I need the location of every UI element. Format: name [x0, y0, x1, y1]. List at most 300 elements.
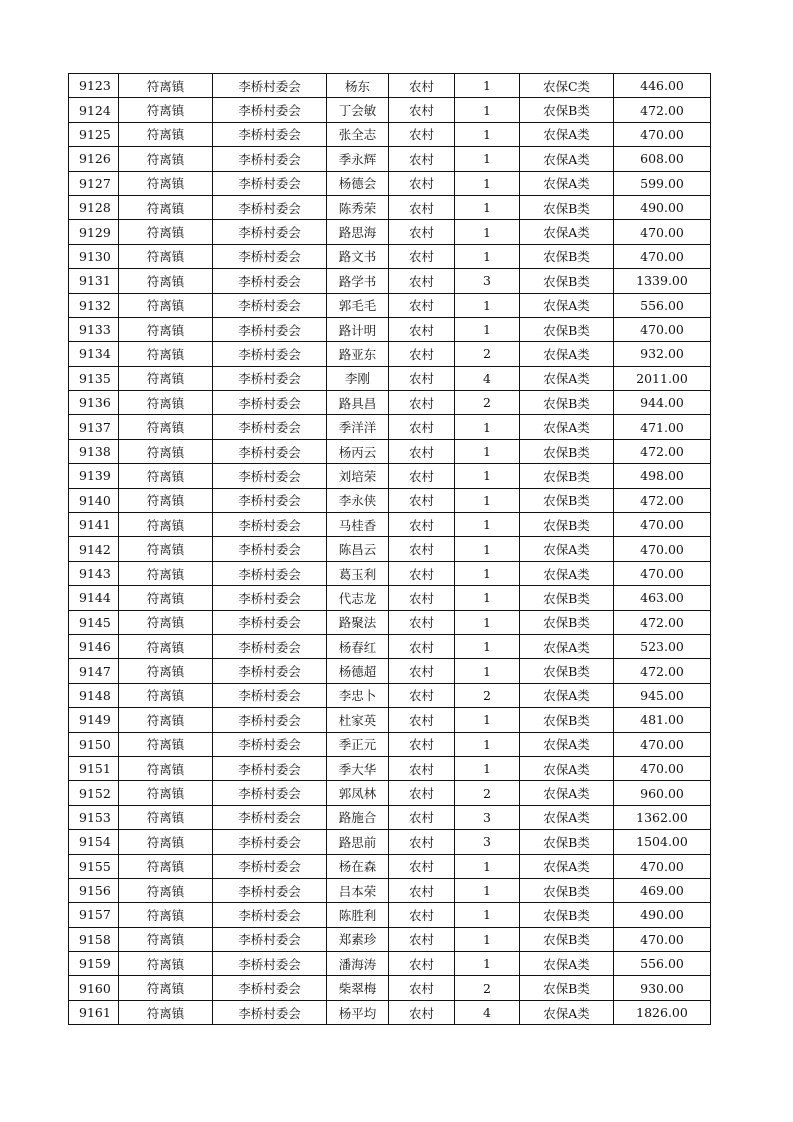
- amount-cell: 470.00: [614, 732, 711, 756]
- insurance-category-cell: 农保B类: [520, 98, 614, 122]
- town-cell: 符离镇: [119, 1000, 213, 1024]
- village-committee-cell: 李桥村委会: [213, 732, 327, 756]
- village-committee-cell: 李桥村委会: [213, 659, 327, 683]
- village-committee-cell: 李桥村委会: [213, 537, 327, 561]
- household-count-cell: 3: [455, 269, 520, 293]
- record-id-cell: 9153: [69, 805, 119, 829]
- record-id-cell: 9148: [69, 683, 119, 707]
- town-cell: 符离镇: [119, 195, 213, 219]
- amount-cell: 472.00: [614, 610, 711, 634]
- village-committee-cell: 李桥村委会: [213, 488, 327, 512]
- household-count-cell: 1: [455, 610, 520, 634]
- table-row: [69, 878, 711, 902]
- area-type-cell: 农村: [389, 74, 455, 98]
- village-committee-cell: 李桥村委会: [213, 513, 327, 537]
- person-name-cell: 杜家英: [327, 708, 389, 732]
- record-id-cell: 9131: [69, 269, 119, 293]
- insurance-category-cell: 农保B类: [520, 586, 614, 610]
- amount-cell: 470.00: [614, 927, 711, 951]
- household-count-cell: 1: [455, 195, 520, 219]
- insurance-category-cell: 农保A类: [520, 952, 614, 976]
- insurance-category-cell: 农保A类: [520, 171, 614, 195]
- insurance-category-cell: 农保A类: [520, 220, 614, 244]
- person-name-cell: 吕本荣: [327, 878, 389, 902]
- area-type-cell: 农村: [389, 317, 455, 341]
- insurance-category-cell: 农保A类: [520, 147, 614, 171]
- area-type-cell: 农村: [389, 952, 455, 976]
- insurance-category-cell: 农保A类: [520, 537, 614, 561]
- household-count-cell: 2: [455, 781, 520, 805]
- village-committee-cell: 李桥村委会: [213, 171, 327, 195]
- table-row: [69, 122, 711, 146]
- table-row: [69, 659, 711, 683]
- amount-cell: 490.00: [614, 903, 711, 927]
- table-row: [69, 439, 711, 463]
- table-row: [69, 513, 711, 537]
- person-name-cell: 季大华: [327, 756, 389, 780]
- village-committee-cell: 李桥村委会: [213, 439, 327, 463]
- person-name-cell: 路学书: [327, 269, 389, 293]
- town-cell: 符离镇: [119, 74, 213, 98]
- insurance-category-cell: 农保B类: [520, 317, 614, 341]
- amount-cell: 470.00: [614, 854, 711, 878]
- household-count-cell: 1: [455, 220, 520, 244]
- town-cell: 符离镇: [119, 634, 213, 658]
- town-cell: 符离镇: [119, 342, 213, 366]
- record-id-cell: 9145: [69, 610, 119, 634]
- town-cell: 符离镇: [119, 756, 213, 780]
- amount-cell: 523.00: [614, 634, 711, 658]
- amount-cell: 472.00: [614, 98, 711, 122]
- person-name-cell: 路计明: [327, 317, 389, 341]
- insurance-category-cell: 农保B类: [520, 830, 614, 854]
- area-type-cell: 农村: [389, 122, 455, 146]
- town-cell: 符离镇: [119, 927, 213, 951]
- record-id-cell: 9150: [69, 732, 119, 756]
- amount-cell: 556.00: [614, 952, 711, 976]
- record-id-cell: 9133: [69, 317, 119, 341]
- person-name-cell: 陈秀荣: [327, 195, 389, 219]
- amount-cell: 470.00: [614, 537, 711, 561]
- table-row: [69, 171, 711, 195]
- town-cell: 符离镇: [119, 830, 213, 854]
- insurance-category-cell: 农保B类: [520, 659, 614, 683]
- table-row: [69, 732, 711, 756]
- household-count-cell: 1: [455, 171, 520, 195]
- area-type-cell: 农村: [389, 976, 455, 1000]
- record-id-cell: 9143: [69, 561, 119, 585]
- village-committee-cell: 李桥村委会: [213, 220, 327, 244]
- record-id-cell: 9141: [69, 513, 119, 537]
- record-id-cell: 9155: [69, 854, 119, 878]
- area-type-cell: 农村: [389, 171, 455, 195]
- insurance-category-cell: 农保B类: [520, 976, 614, 1000]
- village-committee-cell: 李桥村委会: [213, 74, 327, 98]
- insurance-category-cell: 农保A类: [520, 122, 614, 146]
- household-count-cell: 1: [455, 854, 520, 878]
- household-count-cell: 1: [455, 927, 520, 951]
- household-count-cell: 1: [455, 708, 520, 732]
- amount-cell: 1362.00: [614, 805, 711, 829]
- insurance-category-cell: 农保B类: [520, 513, 614, 537]
- village-committee-cell: 李桥村委会: [213, 366, 327, 390]
- table-row: [69, 708, 711, 732]
- amount-cell: 932.00: [614, 342, 711, 366]
- record-id-cell: 9149: [69, 708, 119, 732]
- village-committee-cell: 李桥村委会: [213, 317, 327, 341]
- village-committee-cell: 李桥村委会: [213, 342, 327, 366]
- household-count-cell: 1: [455, 439, 520, 463]
- table-row: [69, 464, 711, 488]
- amount-cell: 1826.00: [614, 1000, 711, 1024]
- person-name-cell: 路思前: [327, 830, 389, 854]
- table-row: [69, 366, 711, 390]
- person-name-cell: 杨春红: [327, 634, 389, 658]
- household-count-cell: 4: [455, 1000, 520, 1024]
- person-name-cell: 杨德会: [327, 171, 389, 195]
- record-id-cell: 9124: [69, 98, 119, 122]
- person-name-cell: 郭毛毛: [327, 293, 389, 317]
- household-count-cell: 1: [455, 659, 520, 683]
- records-table: [68, 73, 711, 1025]
- amount-cell: 469.00: [614, 878, 711, 902]
- town-cell: 符离镇: [119, 147, 213, 171]
- household-count-cell: 2: [455, 391, 520, 415]
- amount-cell: 481.00: [614, 708, 711, 732]
- record-id-cell: 9139: [69, 464, 119, 488]
- person-name-cell: 陈胜利: [327, 903, 389, 927]
- village-committee-cell: 李桥村委会: [213, 244, 327, 268]
- village-committee-cell: 李桥村委会: [213, 756, 327, 780]
- insurance-category-cell: 农保A类: [520, 854, 614, 878]
- record-id-cell: 9123: [69, 74, 119, 98]
- village-committee-cell: 李桥村委会: [213, 976, 327, 1000]
- town-cell: 符离镇: [119, 805, 213, 829]
- household-count-cell: 3: [455, 805, 520, 829]
- town-cell: 符离镇: [119, 683, 213, 707]
- table-row: [69, 415, 711, 439]
- table-row: [69, 976, 711, 1000]
- insurance-category-cell: 农保A类: [520, 366, 614, 390]
- insurance-category-cell: 农保B类: [520, 195, 614, 219]
- table-row: [69, 561, 711, 585]
- insurance-category-cell: 农保A类: [520, 683, 614, 707]
- table-row: [69, 147, 711, 171]
- record-id-cell: 9160: [69, 976, 119, 1000]
- insurance-category-cell: 农保B类: [520, 488, 614, 512]
- record-id-cell: 9147: [69, 659, 119, 683]
- area-type-cell: 农村: [389, 586, 455, 610]
- record-id-cell: 9140: [69, 488, 119, 512]
- area-type-cell: 农村: [389, 293, 455, 317]
- area-type-cell: 农村: [389, 561, 455, 585]
- town-cell: 符离镇: [119, 513, 213, 537]
- area-type-cell: 农村: [389, 513, 455, 537]
- amount-cell: 490.00: [614, 195, 711, 219]
- household-count-cell: 1: [455, 122, 520, 146]
- village-committee-cell: 李桥村委会: [213, 464, 327, 488]
- table-row: [69, 1000, 711, 1024]
- table-row: [69, 98, 711, 122]
- insurance-category-cell: 农保A类: [520, 634, 614, 658]
- insurance-category-cell: 农保B类: [520, 269, 614, 293]
- record-id-cell: 9156: [69, 878, 119, 902]
- person-name-cell: 路亚东: [327, 342, 389, 366]
- household-count-cell: 1: [455, 952, 520, 976]
- area-type-cell: 农村: [389, 830, 455, 854]
- table-row: [69, 74, 711, 98]
- table-row: [69, 220, 711, 244]
- insurance-category-cell: 农保A类: [520, 756, 614, 780]
- town-cell: 符离镇: [119, 122, 213, 146]
- village-committee-cell: 李桥村委会: [213, 805, 327, 829]
- area-type-cell: 农村: [389, 244, 455, 268]
- amount-cell: 1339.00: [614, 269, 711, 293]
- insurance-category-cell: 农保A类: [520, 561, 614, 585]
- amount-cell: 470.00: [614, 513, 711, 537]
- person-name-cell: 杨平均: [327, 1000, 389, 1024]
- household-count-cell: 2: [455, 683, 520, 707]
- village-committee-cell: 李桥村委会: [213, 634, 327, 658]
- household-count-cell: 1: [455, 244, 520, 268]
- amount-cell: 608.00: [614, 147, 711, 171]
- person-name-cell: 郭凤林: [327, 781, 389, 805]
- household-count-cell: 1: [455, 903, 520, 927]
- area-type-cell: 农村: [389, 98, 455, 122]
- town-cell: 符离镇: [119, 537, 213, 561]
- area-type-cell: 农村: [389, 1000, 455, 1024]
- town-cell: 符离镇: [119, 171, 213, 195]
- table-row: [69, 317, 711, 341]
- village-committee-cell: 李桥村委会: [213, 683, 327, 707]
- insurance-category-cell: 农保B类: [520, 927, 614, 951]
- record-id-cell: 9152: [69, 781, 119, 805]
- amount-cell: 2011.00: [614, 366, 711, 390]
- table-row: [69, 391, 711, 415]
- record-id-cell: 9142: [69, 537, 119, 561]
- area-type-cell: 农村: [389, 683, 455, 707]
- household-count-cell: 1: [455, 147, 520, 171]
- area-type-cell: 农村: [389, 708, 455, 732]
- village-committee-cell: 李桥村委会: [213, 269, 327, 293]
- record-id-cell: 9151: [69, 756, 119, 780]
- town-cell: 符离镇: [119, 366, 213, 390]
- area-type-cell: 农村: [389, 854, 455, 878]
- record-id-cell: 9138: [69, 439, 119, 463]
- village-committee-cell: 李桥村委会: [213, 195, 327, 219]
- person-name-cell: 路聚法: [327, 610, 389, 634]
- town-cell: 符离镇: [119, 269, 213, 293]
- insurance-category-cell: 农保A类: [520, 415, 614, 439]
- area-type-cell: 农村: [389, 415, 455, 439]
- amount-cell: 470.00: [614, 244, 711, 268]
- area-type-cell: 农村: [389, 805, 455, 829]
- insurance-category-cell: 农保A类: [520, 342, 614, 366]
- area-type-cell: 农村: [389, 366, 455, 390]
- amount-cell: 470.00: [614, 220, 711, 244]
- household-count-cell: 1: [455, 513, 520, 537]
- town-cell: 符离镇: [119, 317, 213, 341]
- amount-cell: 944.00: [614, 391, 711, 415]
- amount-cell: 472.00: [614, 659, 711, 683]
- town-cell: 符离镇: [119, 244, 213, 268]
- town-cell: 符离镇: [119, 878, 213, 902]
- area-type-cell: 农村: [389, 659, 455, 683]
- household-count-cell: 2: [455, 342, 520, 366]
- table-row: [69, 781, 711, 805]
- amount-cell: 463.00: [614, 586, 711, 610]
- table-row: [69, 537, 711, 561]
- insurance-category-cell: 农保B类: [520, 708, 614, 732]
- record-id-cell: 9137: [69, 415, 119, 439]
- town-cell: 符离镇: [119, 659, 213, 683]
- area-type-cell: 农村: [389, 342, 455, 366]
- record-id-cell: 9132: [69, 293, 119, 317]
- amount-cell: 470.00: [614, 122, 711, 146]
- village-committee-cell: 李桥村委会: [213, 708, 327, 732]
- person-name-cell: 季洋洋: [327, 415, 389, 439]
- village-committee-cell: 李桥村委会: [213, 586, 327, 610]
- table-body: [69, 74, 711, 1025]
- insurance-category-cell: 农保B类: [520, 464, 614, 488]
- area-type-cell: 农村: [389, 732, 455, 756]
- area-type-cell: 农村: [389, 781, 455, 805]
- household-count-cell: 1: [455, 756, 520, 780]
- town-cell: 符离镇: [119, 220, 213, 244]
- record-id-cell: 9126: [69, 147, 119, 171]
- insurance-category-cell: 农保A类: [520, 732, 614, 756]
- village-committee-cell: 李桥村委会: [213, 927, 327, 951]
- person-name-cell: 杨东: [327, 74, 389, 98]
- amount-cell: 472.00: [614, 488, 711, 512]
- household-count-cell: 4: [455, 366, 520, 390]
- insurance-category-cell: 农保B类: [520, 391, 614, 415]
- household-count-cell: 1: [455, 74, 520, 98]
- person-name-cell: 路施合: [327, 805, 389, 829]
- household-count-cell: 1: [455, 488, 520, 512]
- record-id-cell: 9135: [69, 366, 119, 390]
- insurance-category-cell: 农保B类: [520, 244, 614, 268]
- record-id-cell: 9159: [69, 952, 119, 976]
- person-name-cell: 路具昌: [327, 391, 389, 415]
- household-count-cell: 2: [455, 976, 520, 1000]
- table-row: [69, 293, 711, 317]
- table-row: [69, 830, 711, 854]
- area-type-cell: 农村: [389, 878, 455, 902]
- household-count-cell: 1: [455, 634, 520, 658]
- village-committee-cell: 李桥村委会: [213, 952, 327, 976]
- area-type-cell: 农村: [389, 439, 455, 463]
- insurance-category-cell: 农保B类: [520, 903, 614, 927]
- table-row: [69, 903, 711, 927]
- table-row: [69, 488, 711, 512]
- person-name-cell: 李忠卜: [327, 683, 389, 707]
- record-id-cell: 9158: [69, 927, 119, 951]
- town-cell: 符离镇: [119, 903, 213, 927]
- household-count-cell: 1: [455, 586, 520, 610]
- village-committee-cell: 李桥村委会: [213, 854, 327, 878]
- record-id-cell: 9127: [69, 171, 119, 195]
- village-committee-cell: 李桥村委会: [213, 878, 327, 902]
- household-count-cell: 1: [455, 415, 520, 439]
- insurance-category-cell: 农保A类: [520, 805, 614, 829]
- insurance-category-cell: 农保B类: [520, 878, 614, 902]
- town-cell: 符离镇: [119, 952, 213, 976]
- town-cell: 符离镇: [119, 586, 213, 610]
- person-name-cell: 季永辉: [327, 147, 389, 171]
- household-count-cell: 1: [455, 732, 520, 756]
- area-type-cell: 农村: [389, 634, 455, 658]
- amount-cell: 930.00: [614, 976, 711, 1000]
- table-row: [69, 683, 711, 707]
- village-committee-cell: 李桥村委会: [213, 415, 327, 439]
- amount-cell: 470.00: [614, 756, 711, 780]
- record-id-cell: 9129: [69, 220, 119, 244]
- insurance-category-cell: 农保A类: [520, 781, 614, 805]
- town-cell: 符离镇: [119, 976, 213, 1000]
- person-name-cell: 路思海: [327, 220, 389, 244]
- person-name-cell: 陈昌云: [327, 537, 389, 561]
- town-cell: 符离镇: [119, 732, 213, 756]
- record-id-cell: 9128: [69, 195, 119, 219]
- town-cell: 符离镇: [119, 488, 213, 512]
- village-committee-cell: 李桥村委会: [213, 561, 327, 585]
- record-id-cell: 9125: [69, 122, 119, 146]
- person-name-cell: 柴翠梅: [327, 976, 389, 1000]
- person-name-cell: 潘海涛: [327, 952, 389, 976]
- village-committee-cell: 李桥村委会: [213, 610, 327, 634]
- household-count-cell: 1: [455, 464, 520, 488]
- table-row: [69, 244, 711, 268]
- town-cell: 符离镇: [119, 561, 213, 585]
- area-type-cell: 农村: [389, 537, 455, 561]
- amount-cell: 470.00: [614, 561, 711, 585]
- area-type-cell: 农村: [389, 903, 455, 927]
- insurance-category-cell: 农保B类: [520, 439, 614, 463]
- record-id-cell: 9146: [69, 634, 119, 658]
- area-type-cell: 农村: [389, 927, 455, 951]
- area-type-cell: 农村: [389, 488, 455, 512]
- town-cell: 符离镇: [119, 708, 213, 732]
- village-committee-cell: 李桥村委会: [213, 903, 327, 927]
- insurance-category-cell: 农保C类: [520, 74, 614, 98]
- town-cell: 符离镇: [119, 293, 213, 317]
- town-cell: 符离镇: [119, 464, 213, 488]
- amount-cell: 945.00: [614, 683, 711, 707]
- person-name-cell: 杨德超: [327, 659, 389, 683]
- area-type-cell: 农村: [389, 269, 455, 293]
- village-committee-cell: 李桥村委会: [213, 1000, 327, 1024]
- town-cell: 符离镇: [119, 610, 213, 634]
- household-count-cell: 1: [455, 561, 520, 585]
- table-row: [69, 634, 711, 658]
- household-count-cell: 1: [455, 878, 520, 902]
- person-name-cell: 杨在森: [327, 854, 389, 878]
- amount-cell: 471.00: [614, 415, 711, 439]
- household-count-cell: 1: [455, 293, 520, 317]
- area-type-cell: 农村: [389, 195, 455, 219]
- household-count-cell: 1: [455, 317, 520, 341]
- person-name-cell: 路文书: [327, 244, 389, 268]
- insurance-category-cell: 农保A类: [520, 1000, 614, 1024]
- table-row: [69, 269, 711, 293]
- town-cell: 符离镇: [119, 415, 213, 439]
- insurance-category-cell: 农保A类: [520, 293, 614, 317]
- amount-cell: 599.00: [614, 171, 711, 195]
- village-committee-cell: 李桥村委会: [213, 147, 327, 171]
- area-type-cell: 农村: [389, 756, 455, 780]
- amount-cell: 1504.00: [614, 830, 711, 854]
